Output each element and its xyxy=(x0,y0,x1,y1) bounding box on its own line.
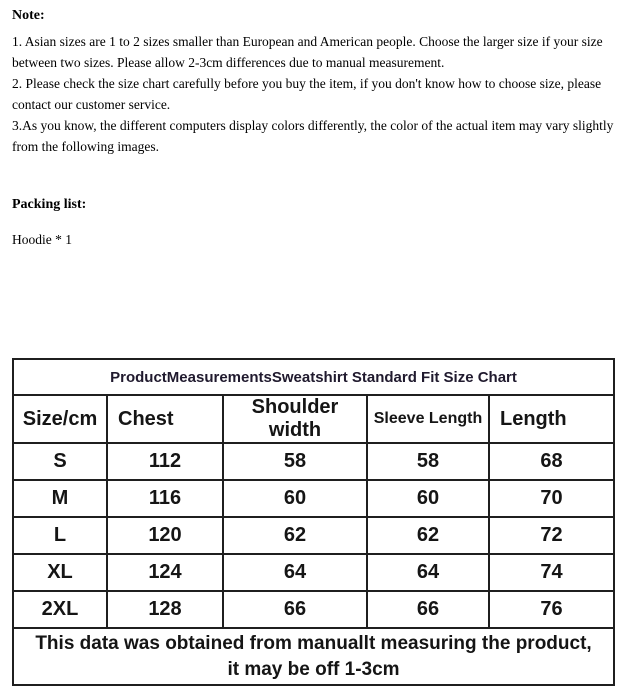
chest-value: 128 xyxy=(107,591,223,628)
packing-list-item: Hoodie * 1 xyxy=(12,232,72,247)
sleeve-length-value: 58 xyxy=(367,443,489,480)
column-header-size-cm: Size/cm xyxy=(13,395,107,443)
size-chart-footnote-row xyxy=(13,628,614,685)
length-value: 76 xyxy=(489,591,614,628)
note-item-3: 3.As you know, the different computers display colors differently, the color of the actual item may vary slightly from the following images. xyxy=(12,118,614,154)
shoulder-width-value: 60 xyxy=(223,480,367,517)
size-row-m xyxy=(13,480,614,517)
note-item-1: 1. Asian sizes are 1 to 2 sizes smaller than European and American people. Choose the larger size if your size between two sizes. Please allow 2-3cm differences due to manual measurement. xyxy=(12,34,603,70)
size-chart-title: ProductMeasurementsSweatshirt Standard Fit Size Chart xyxy=(13,359,614,395)
length-value: 68 xyxy=(489,443,614,480)
sleeve-length-value: 64 xyxy=(367,554,489,591)
shoulder-width-value: 66 xyxy=(223,591,367,628)
size-row-xl xyxy=(13,554,614,591)
note-heading: Note: xyxy=(12,8,45,23)
footnote-line-1: This data was obtained from manuallt measuring the product, xyxy=(35,632,592,654)
chest-value: 112 xyxy=(107,443,223,480)
packing-list-heading: Packing list: xyxy=(12,197,87,212)
column-header-shoulder-width: Shoulder width xyxy=(223,395,367,443)
length-value: 74 xyxy=(489,554,614,591)
length-value: 72 xyxy=(489,517,614,554)
chest-value: 120 xyxy=(107,517,223,554)
size-label: L xyxy=(13,517,107,554)
shoulder-width-value: 58 xyxy=(223,443,367,480)
chest-value: 124 xyxy=(107,554,223,591)
size-chart-header-row xyxy=(13,395,614,443)
shoulder-width-value: 64 xyxy=(223,554,367,591)
note-list xyxy=(12,31,614,157)
sleeve-length-value: 60 xyxy=(367,480,489,517)
size-label: S xyxy=(13,443,107,480)
sleeve-length-value: 62 xyxy=(367,517,489,554)
column-header-chest: Chest xyxy=(107,395,223,443)
size-chart-footnote xyxy=(13,628,614,685)
size-label: M xyxy=(13,480,107,517)
column-header-length: Length xyxy=(489,395,614,443)
size-chart-title-row xyxy=(13,359,614,395)
size-row-l xyxy=(13,517,614,554)
column-header-sleeve-length: Sleeve Length xyxy=(367,395,489,443)
size-row-2xl xyxy=(13,591,614,628)
size-chart-table xyxy=(12,358,615,686)
chest-value: 116 xyxy=(107,480,223,517)
size-label: XL xyxy=(13,554,107,591)
size-row-s xyxy=(13,443,614,480)
shoulder-width-value: 62 xyxy=(223,517,367,554)
note-item-2: 2. Please check the size chart carefully before you buy the item, if you don't know how to choose size, please contact our customer service. xyxy=(12,76,602,112)
size-label: 2XL xyxy=(13,591,107,628)
length-value: 70 xyxy=(489,480,614,517)
sleeve-length-value: 66 xyxy=(367,591,489,628)
footnote-line-2: it may be off 1-3cm xyxy=(227,658,400,680)
